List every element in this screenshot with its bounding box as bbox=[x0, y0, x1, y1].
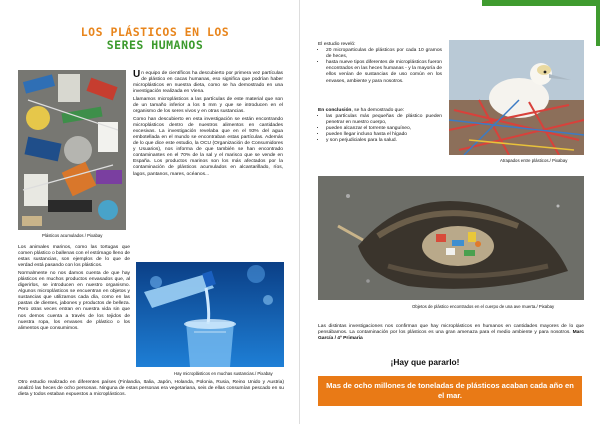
call-to-action: ¡Hay que pararlo! bbox=[390, 357, 460, 367]
body-left-paragraph-1: Los animales marinos, como las tortugas que comen plástico o ballenas con el estómago lleno de estas sustancias, son ejemplos de lo que de verdad está pasando con los plásticos. bbox=[18, 245, 131, 269]
study-item: • 20 microparticulas de plásticos por cada 10 gramos de heces, bbox=[326, 48, 442, 60]
intro-paragraph-3: Como han descubierto en esta investigación se están encontrando microplásticos dentro de nuestros alimentos en cantidades excesivas. La investigación revelaba que en el 93% del agua embotellada en el mundo se encontraban estas partículas. Además de lo que dice este estudio, la OCU (Organización de Consumidores y Usuarios), nos informa de que también se han encontrado contaminantes en el 70% de la sal y el marisco que se vende en España. Los productos marinos son los más afectados por la contaminación de plásticos acumulados en alcantarillado, ríos, lagos, pantanos, mares, océanos... bbox=[133, 116, 283, 177]
conclusion-item: • las partículas más pequeñas de plástico pueden penetrar en nuestro cuerpo, bbox=[326, 114, 442, 126]
photo4-caption: Objetos de plástico encontrados en el cuerpo de una ave muerta./ Pixabay bbox=[412, 304, 555, 309]
water-bottle-photo bbox=[136, 262, 284, 367]
closing-text: Las distintas investigaciones nos confirman que hay microplásticos en humanos en cantidades mayores de lo que pensábamos. La contaminación por los plásticos es una gran amenaza para el medio ambiente y para nosotros. bbox=[318, 324, 584, 336]
dropcap-letter: U bbox=[133, 69, 141, 80]
intro-paragraph-2: Llamamos microplásticos a las partículas de este material que son de un tamaño inferior a los 5 mm y que se introducen en el organismo de los seres vivos y en otras sustancias. bbox=[133, 96, 283, 115]
article-title bbox=[70, 26, 240, 52]
photo3-caption: Atrapados entre plásticos./ Pixabay bbox=[500, 158, 568, 163]
conclusion-item: • pueden llegar incluso hasta el hígado bbox=[326, 132, 442, 138]
intro-paragraph-1: n equipo de científicos ha descubierto por primera vez partículas de plástico en cacas humanas, eso significa que podrían haber microplásticos en nuestra dieta, como se ha demostrado en una investigación realizada en Viena. bbox=[133, 71, 283, 95]
conclusion-heading: En conclusión bbox=[318, 108, 352, 113]
study-findings bbox=[318, 42, 442, 85]
title-line-2: SERES HUMANOS bbox=[106, 38, 204, 52]
photo2-caption: Hay microplásticos en muchas sustancias./ Pixabay bbox=[174, 371, 273, 376]
conclusion-item: • pueden alcanzar el torrente sanguíneo, bbox=[326, 126, 442, 132]
body-left-paragraph-2: Normalmente no nos damos cuenta de que hay plásticos en muchos productos envasados que, al digerirlos, se introducen en nuestro organismo. Algunos microplásticos se encuentran en objetos y sustancias que utilizamos cada día, como en las pastas de dientes, jabones y productos de belleza. Pero otras veces entran en nuestra vida sin que nos demos cuenta a través de los tejidos de nuestra ropa, los envases de plástico o los alimentos que consumimos. bbox=[18, 270, 130, 331]
banner-text: Mas de ocho millones de toneladas de plásticos acaban cada año en el mar. bbox=[326, 381, 574, 400]
highlight-banner bbox=[318, 376, 582, 406]
photo1-caption: Plásticos acumulados / Pixabay bbox=[42, 233, 103, 238]
study-item: • hasta nueve tipos diferentes de microplásticos fueron encontrados en las heces humanas - y la mayoría de ellos venían de sustancias de uso común en los envases, ambiente y para nosotros. bbox=[326, 60, 442, 84]
trapped-bird-photo bbox=[449, 40, 584, 155]
conclusion-item: • y son perjudiciales para la salud. bbox=[326, 138, 442, 144]
title-line-1: LOS PLÁSTICOS EN LOS bbox=[80, 25, 230, 39]
conclusion-block bbox=[318, 108, 442, 145]
intro-column bbox=[133, 71, 283, 179]
closing-paragraph bbox=[318, 324, 584, 342]
corner-accent-bar bbox=[482, 0, 600, 6]
body-left-column bbox=[18, 245, 130, 333]
study-heading: El estudio reveló: bbox=[318, 42, 356, 47]
body-left-bottom bbox=[18, 380, 284, 400]
plastic-waste-photo bbox=[18, 70, 126, 230]
dead-bird-photo bbox=[318, 176, 584, 300]
conclusion-heading-rest: , se ha demostrado que: bbox=[351, 108, 405, 113]
author-credit: Marc García / 4º Primaria bbox=[318, 330, 585, 342]
body-left-paragraph-3: Otro estudio realizado en diferentes países (Finlandia, Italia, Japón, Holanda, Polonia, Rusia, Reino Unido y Austria) analizó las heces de ocho personas. Ninguna de estas personas era vegetariana, seis de ellas consumían pescado en su dieta y todos estaban expuestos a microplásticos. bbox=[18, 380, 284, 398]
corner-accent-edge bbox=[596, 6, 600, 46]
